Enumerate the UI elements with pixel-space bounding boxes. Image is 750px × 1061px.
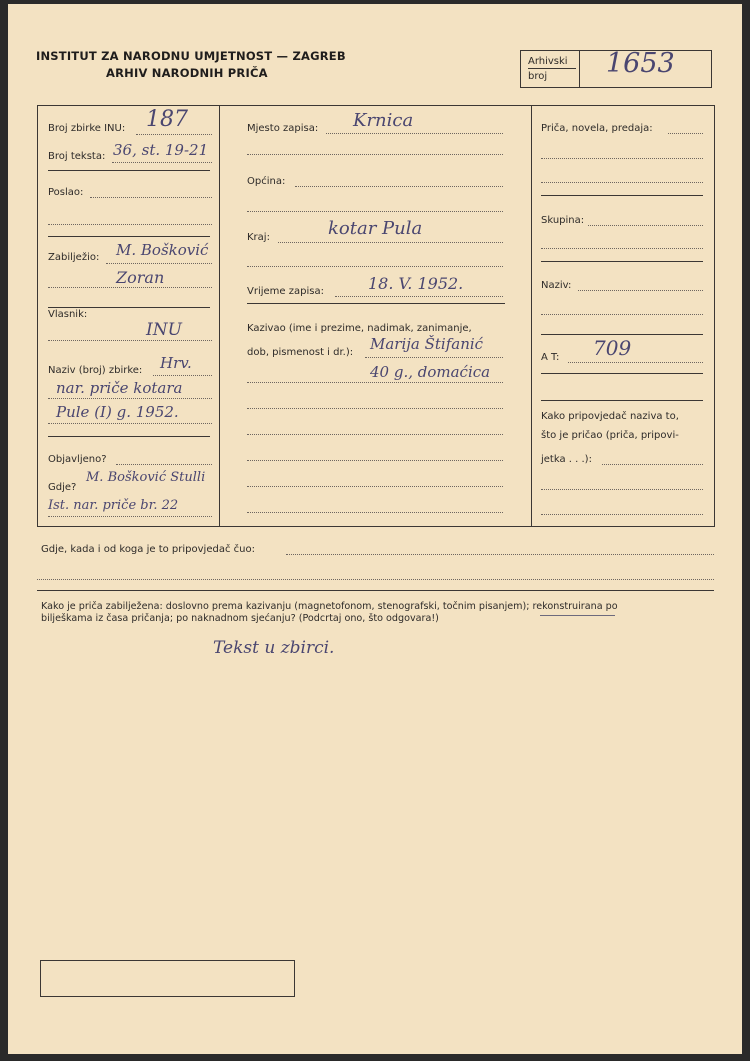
region-value: kotar Pula (328, 218, 423, 239)
heard-from-label: Gdje, kada i od koga je to pripovjedač čuo: (41, 544, 255, 555)
place-label: Mjesto zapisa: (247, 123, 319, 134)
time-value: 18. V. 1952. (368, 274, 464, 293)
recorded-by-value-2: Zoran (116, 268, 165, 287)
published-label: Objavljeno? (48, 454, 107, 465)
recording-method-line2: bilješkama iz časa pričanja; po naknadnom sjećanju? (Podcrtaj ono, što odgovara!) (41, 613, 439, 624)
narrator-value-1: Marija Štifanić (370, 335, 484, 353)
text-no-value: 36, st. 19-21 (113, 141, 209, 159)
collection-name-label: Naziv (broj) zbirke: (48, 365, 143, 376)
where-value-2: Ist. nar. priče br. 22 (48, 498, 179, 513)
at-value: 709 (593, 336, 632, 360)
narrator-name-label-1: Kako pripovjedač naziva to, (541, 411, 679, 422)
collection-name-value-3: Pule (I) g. 1952. (56, 403, 179, 421)
owner-value: INU (146, 320, 182, 340)
bottom-box (40, 960, 295, 997)
title-label: Naziv: (541, 280, 572, 291)
sent-by-label: Poslao: (48, 187, 84, 198)
narrator-name-label-3: jetka . . .): (541, 454, 592, 465)
collection-no-value: 187 (146, 107, 188, 132)
archive-number-label-2: broj (528, 71, 548, 82)
recording-method-answer: Tekst u zbirci. (213, 638, 335, 658)
recording-method-line1: Kako je priča zabilježena: doslovno prema kazivanju (magnetofonom, stenografski, točnim pisanjem); rekonstruirana po (41, 601, 618, 612)
collection-no-label: Broj zbirke INU: (48, 123, 126, 134)
archive-number-box (520, 50, 712, 88)
archive-number-value: 1653 (606, 48, 675, 79)
place-value: Krnica (353, 110, 414, 131)
collection-name-value-2: nar. priče kotara (56, 379, 183, 397)
owner-label: Vlasnik: (48, 309, 88, 320)
collection-name-value-1: Hrv. (160, 354, 192, 372)
archive-number-label: Arhivski (528, 56, 568, 67)
recorded-by-value-1: M. Bošković (116, 241, 209, 259)
archive-title: ARHIV NARODNIH PRIČA (106, 66, 268, 80)
where-value-1: M. Bošković Stulli (86, 470, 206, 485)
recorded-by-label: Zabilježio: (48, 252, 100, 263)
text-no-label: Broj teksta: (48, 151, 106, 162)
municipality-label: Općina: (247, 176, 286, 187)
narrator-name-label-2: što je pričao (priča, pripovi- (541, 430, 679, 441)
archive-form-card (8, 4, 742, 1054)
narrator-value-2: 40 g., domaćica (370, 363, 491, 381)
region-label: Kraj: (247, 232, 270, 243)
time-label: Vrijeme zapisa: (247, 286, 324, 297)
where-label: Gdje? (48, 482, 77, 493)
at-label: A T: (541, 352, 560, 363)
genre-label: Priča, novela, predaja: (541, 123, 653, 134)
institute-title: INSTITUT ZA NARODNU UMJETNOST — ZAGREB (36, 49, 346, 63)
underline-mark (540, 615, 615, 616)
narrator-label-2: dob, pismenost i dr.): (247, 347, 354, 358)
narrator-label-1: Kazivao (ime i prezime, nadimak, zanimanje, (247, 323, 472, 334)
group-label: Skupina: (541, 215, 585, 226)
